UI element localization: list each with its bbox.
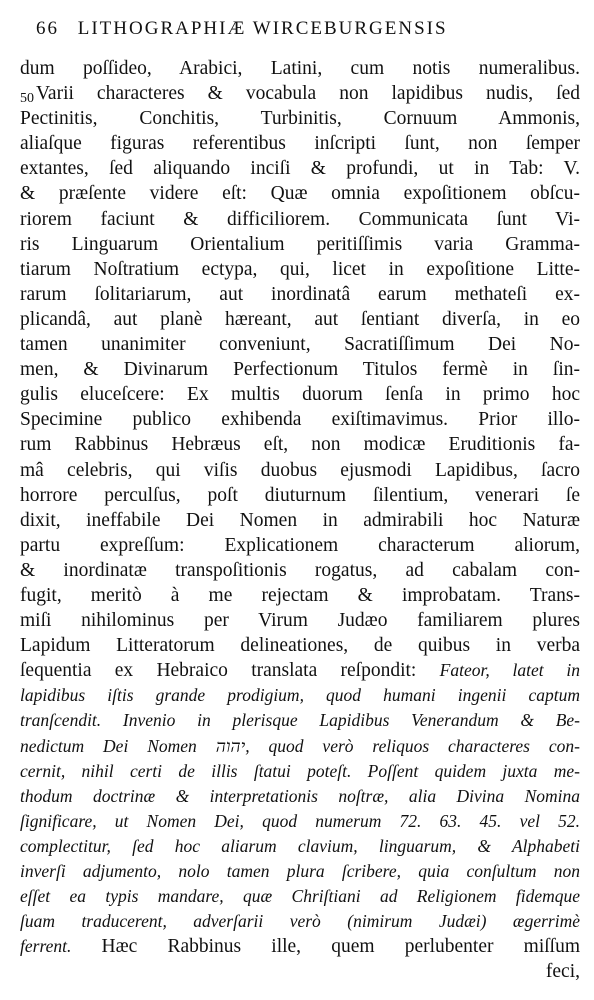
catchword: feci, — [545, 961, 580, 983]
running-title: LITHOGRAPHIÆ WIRCEBURGENSIS — [77, 18, 448, 39]
text-line — [20, 56, 580, 81]
line-text: ſequentia ex Hebraico translata reſpondit: — [20, 660, 417, 682]
line-text: plicandâ, aut planè hæreant, aut ſentiant diverſa, in eo — [20, 308, 580, 330]
line-text: fugit, meritò à me rejectam & improbatam. Trans- — [20, 584, 580, 606]
italic-segment: ferrent. — [20, 936, 72, 957]
text-line — [20, 583, 580, 608]
line-text: ſignificare, ut Nomen Dei, quod numerum 72. 63. 45. vel 52. — [20, 810, 580, 831]
line-text: rarum ſolitariarum, aut inordinatâ earum methateſi ex- — [20, 283, 580, 305]
line-text: horrore perculſus, poſt diuturnum ſilentium, venerari ſe — [20, 484, 580, 506]
text-line — [20, 708, 580, 733]
italic-segment: Fateor, latet in — [439, 660, 581, 681]
text-line — [20, 81, 580, 106]
text-line — [20, 207, 580, 232]
line-text: Specimine publico exhibenda exiſtimavimus. Prior illo- — [20, 409, 580, 431]
page-body — [20, 56, 580, 984]
line-text: aliaſque figuras referentibus inſcripti ſunt, non ſemper — [20, 133, 580, 155]
text-line — [20, 834, 580, 859]
text-line — [20, 608, 580, 633]
line-text: extantes, ſed aliquando inciſi & profundi, ut in Tab: V. — [20, 158, 580, 180]
line-text: tamen unanimiter conveniunt, Sacratiſſimum Dei No- — [20, 334, 580, 356]
text-line — [20, 282, 580, 307]
text-line — [20, 683, 580, 708]
text-line — [20, 909, 580, 934]
text-line — [20, 332, 580, 357]
text-line — [20, 734, 580, 759]
line-text: tiarum Noſtratium ectypa, qui, licet in expoſitione Litte- — [20, 258, 580, 280]
line-text: rum Rabbinus Hebræus eſt, non modicæ Eruditionis fa- — [20, 434, 580, 456]
line-text: miſi nihilominus per Virum Judæo familiarem plures — [20, 610, 580, 632]
line-text: dum poſſideo, Arabici, Latini, cum notis numeralibus. — [20, 58, 580, 79]
text-line — [20, 809, 580, 834]
text-line — [20, 759, 580, 784]
line-text: Lapidum Litteratorum delineationes, de quibus in verba — [20, 635, 580, 657]
line-text: ris Linguarum Orientalium peritiſſimis varia Gramma- — [20, 233, 580, 255]
text-line — [20, 784, 580, 809]
line-text: Hæc Rabbinus ille, quem perlubenter miſſum — [101, 936, 580, 958]
line-text: Varii characteres & vocabula non lapidibus nudis, ſed — [36, 83, 580, 105]
text-line — [20, 633, 580, 658]
line-text: mâ celebris, qui viſis duobus ejusmodi Lapidibus, ſacro — [20, 459, 580, 481]
text-line — [20, 232, 580, 257]
text-line — [20, 357, 580, 382]
text-line — [20, 859, 580, 884]
text-line — [20, 658, 580, 683]
line-text: dixit, ineffabile Dei Nomen in admirabili hoc Naturæ — [20, 509, 580, 531]
running-header — [36, 18, 574, 46]
line-text: cernit, nihil certi de illis ſtatui poteſt. Poſſent quidem juxta me- — [20, 760, 580, 781]
line-text: & præſente videre eſt: Quæ omnia expoſitionem obſcu- — [20, 183, 580, 205]
margin-number: 50 — [20, 91, 34, 107]
text-line — [20, 156, 580, 181]
line-text: gulis eluceſcere: Ex multis duorum ſenſa in primo hoc — [20, 384, 580, 406]
line-text: ſuam traducerent, adverſarii verò (nimirum Judæi) ægerrimè — [20, 911, 580, 932]
line-text: nedictum Dei Nomen יהוה, quod verò reliquos characteres con- — [20, 735, 580, 756]
line-text: lapidibus iſtis grande prodigium, quod humani ingenii captum — [20, 685, 580, 706]
text-line — [20, 884, 580, 909]
line-text: thodum doctrinæ & interpretationis noſtræ, alia Divina Nomina — [20, 785, 580, 806]
text-line — [20, 307, 580, 332]
page-number: 66 — [36, 18, 59, 39]
line-text: & inordinatæ transpoſitionis rogatus, ad cabalam con- — [20, 559, 580, 581]
line-text: inverſi adjumento, nolo tamen plura ſcribere, quia conſultum non — [20, 861, 580, 881]
text-line — [20, 257, 580, 282]
text-line — [20, 382, 580, 407]
line-text: riorem faciunt & difficiliorem. Communicata ſunt Vi- — [20, 208, 580, 230]
line-text: eſſet ea typis mandare, quæ Chriſtiani ad Religionem fidemque — [20, 886, 580, 907]
line-text: men, & Divinarum Perfectionum Titulos fermè in ſin- — [20, 359, 580, 381]
text-line — [20, 558, 580, 583]
text-line — [20, 508, 580, 533]
line-text: complectitur, ſed hoc aliarum clavium, linguarum, & Alphabeti — [20, 835, 580, 856]
line-text: partu expreſſum: Explicationem characterum aliorum, — [20, 534, 580, 556]
text-line — [20, 407, 580, 432]
line-text: Pectinitis, Conchitis, Turbinitis, Cornuum Ammonis, — [20, 108, 580, 130]
text-line — [20, 533, 580, 558]
text-line — [20, 934, 580, 959]
text-line — [20, 458, 580, 483]
text-line — [20, 181, 580, 206]
text-line — [20, 432, 580, 457]
text-line — [20, 131, 580, 156]
text-line — [20, 106, 580, 131]
line-text: tranſcendit. Invenio in plerisque Lapidibus Venerandum & Be- — [20, 710, 580, 731]
text-line — [20, 483, 580, 508]
